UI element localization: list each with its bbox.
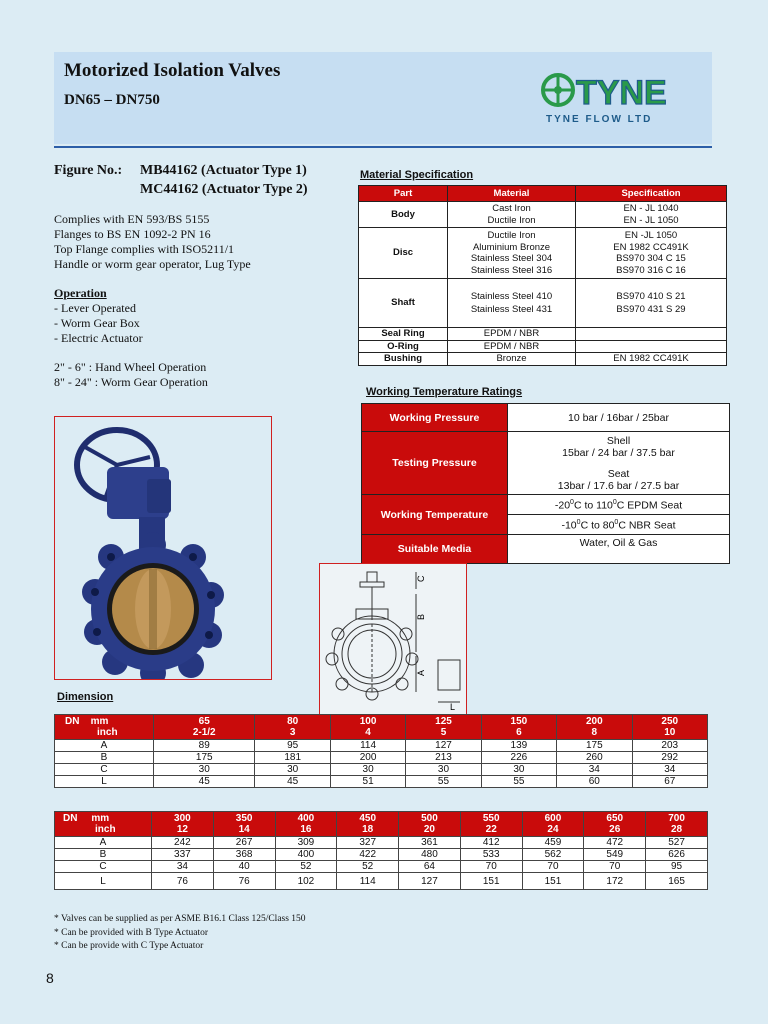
operation-item: - Worm Gear Box: [54, 316, 140, 330]
table-cell: 30: [154, 764, 255, 776]
table-cell: 165: [646, 873, 708, 890]
table-cell: 309: [275, 837, 337, 849]
size-header-cell: 500 20: [399, 812, 461, 837]
table-cell: 52: [337, 861, 399, 873]
row-label: B: [55, 752, 154, 764]
size-header-cell: 150 6: [481, 715, 556, 740]
footnote: * Can be provide with C Type Actuator: [54, 941, 204, 951]
table-row: [55, 752, 708, 764]
table-cell: 412: [460, 837, 522, 849]
page-number: 8: [46, 970, 54, 986]
logo-wordmark: TYNE: [576, 74, 667, 112]
table-row: [362, 432, 730, 495]
part-cell: Body: [359, 202, 448, 228]
footnote: * Can be provided with B Type Actuator: [54, 927, 209, 938]
table-row: [55, 849, 708, 861]
size-header-cell: 450 18: [337, 812, 399, 837]
column-header: Specification: [576, 186, 727, 202]
table-cell: 172: [584, 873, 646, 890]
material-spec-table: [358, 185, 727, 366]
header-rule: [54, 146, 712, 148]
row-label: L: [55, 776, 154, 788]
size-header-cell: 700 28: [646, 812, 708, 837]
table-cell: 213: [406, 752, 481, 764]
handwheel-icon: [543, 75, 573, 105]
size-header-cell: 300 12: [152, 812, 214, 837]
table-cell: 203: [632, 740, 708, 752]
table-cell: 89: [154, 740, 255, 752]
suitable-media-value: Water, Oil & Gas: [508, 535, 730, 564]
table-row: [55, 873, 708, 890]
table-row: [359, 279, 727, 328]
page-subtitle: DN65 – DN750: [64, 92, 160, 108]
table-cell: 242: [152, 837, 214, 849]
table-cell: 175: [557, 740, 632, 752]
table-cell: 368: [213, 849, 275, 861]
table-cell: 45: [154, 776, 255, 788]
size-header-cell: 650 26: [584, 812, 646, 837]
table-row: [55, 740, 708, 752]
material-cell: EPDM / NBR: [448, 340, 576, 353]
table-row: [362, 404, 730, 432]
table-cell: 626: [646, 849, 708, 861]
column-header: Part: [359, 186, 448, 202]
table-cell: 175: [154, 752, 255, 764]
table-cell: 422: [337, 849, 399, 861]
figure-line-2: MC44162 (Actuator Type 2): [140, 182, 308, 197]
butterfly-valve-illustration: [55, 417, 271, 679]
table-cell: 226: [481, 752, 556, 764]
spec-cell: BS970 410 S 21 BS970 431 S 29: [576, 279, 727, 328]
spec-cell: EN - JL 1040 EN - JL 1050: [576, 202, 727, 228]
table-cell: 527: [646, 837, 708, 849]
table-cell: 30: [330, 764, 405, 776]
valve-dimension-drawing: [319, 563, 467, 715]
table-cell: 30: [406, 764, 481, 776]
table-cell: 327: [337, 837, 399, 849]
dim-label-a: A: [416, 669, 426, 676]
spec-cell: EN 1982 CC491K: [576, 353, 727, 366]
operation-item: - Electric Actuator: [54, 331, 143, 345]
table-row: [362, 535, 730, 564]
dim-label-c: C: [416, 575, 426, 582]
table-cell: 30: [481, 764, 556, 776]
table-cell: 76: [213, 873, 275, 890]
spec-cell: [576, 340, 727, 353]
table-row: [55, 861, 708, 873]
table-cell: 34: [557, 764, 632, 776]
table-row: [359, 353, 727, 366]
table-cell: 151: [460, 873, 522, 890]
table-cell: 361: [399, 837, 461, 849]
table-cell: 472: [584, 837, 646, 849]
working-temperature-label: Working Temperature: [362, 495, 508, 535]
company-logo: [536, 68, 686, 116]
butterfly-valve-photo: [54, 416, 272, 680]
suitable-media-label: Suitable Media: [362, 535, 508, 564]
operation-section: [54, 286, 208, 390]
table-cell: 70: [460, 861, 522, 873]
table-cell: 127: [406, 740, 481, 752]
operation-line-2: 8" - 24" : Worm Gear Operation: [54, 375, 208, 389]
dn-header-cell: DN mm inch: [55, 812, 152, 837]
testing-pressure-label: Testing Pressure: [362, 432, 508, 495]
operation-heading: Operation: [54, 286, 107, 300]
column-header: Material: [448, 186, 576, 202]
size-header-cell: 200 8: [557, 715, 632, 740]
material-cell: Cast Iron Ductile Iron: [448, 202, 576, 228]
compliance-item: Handle or worm gear operator, Lug Type: [54, 257, 251, 271]
material-cell: EPDM / NBR: [448, 328, 576, 341]
dimension-header-row: [55, 812, 708, 837]
table-cell: 114: [330, 740, 405, 752]
table-cell: 151: [522, 873, 584, 890]
table-cell: 55: [481, 776, 556, 788]
table-cell: 267: [213, 837, 275, 849]
row-label: A: [55, 740, 154, 752]
table-cell: 114: [337, 873, 399, 890]
table-cell: 127: [399, 873, 461, 890]
table-row: [362, 495, 730, 515]
working-pressure-label: Working Pressure: [362, 404, 508, 432]
row-label: A: [55, 837, 152, 849]
dimension-table-2: [54, 811, 708, 890]
testing-pressure-value: Shell 15bar / 24 bar / 37.5 bar Seat 13bar / 17.6 bar / 27.5 bar: [508, 432, 730, 495]
table-cell: 337: [152, 849, 214, 861]
table-cell: 292: [632, 752, 708, 764]
table-cell: 102: [275, 873, 337, 890]
part-cell: Disc: [359, 228, 448, 279]
table-row: [359, 202, 727, 228]
table-row: [359, 228, 727, 279]
part-cell: Bushing: [359, 353, 448, 366]
dim-label-l: L: [450, 702, 456, 712]
table-cell: 70: [584, 861, 646, 873]
material-cell: Stainless Steel 410 Stainless Steel 431: [448, 279, 576, 328]
dimension-table-1: [54, 714, 708, 788]
table-row: [55, 764, 708, 776]
footnote: * Valves can be supplied as per ASME B16.1 Class 125/Class 150: [54, 914, 306, 924]
table-cell: 480: [399, 849, 461, 861]
dimension-heading: Dimension: [57, 691, 114, 703]
dimension-header-row: [55, 715, 708, 740]
material-cell: Ductile Iron Aluminium Bronze Stainless Steel 304 Stainless Steel 316: [448, 228, 576, 279]
table-cell: 181: [255, 752, 330, 764]
dim-label-b: B: [416, 613, 426, 620]
dn-header-cell: DN mm inch: [55, 715, 154, 740]
table-cell: 200: [330, 752, 405, 764]
row-label: L: [55, 873, 152, 890]
row-label: C: [55, 861, 152, 873]
table-cell: 76: [152, 873, 214, 890]
compliance-item: Flanges to BS EN 1092-2 PN 16: [54, 227, 211, 241]
footnotes: [54, 913, 306, 954]
table-cell: 562: [522, 849, 584, 861]
figure-label: Figure No.:: [54, 163, 123, 178]
compliance-item: Complies with EN 593/BS 5155: [54, 212, 210, 226]
table-cell: 400: [275, 849, 337, 861]
size-header-cell: 550 22: [460, 812, 522, 837]
working-temp-heading: Working Temperature Ratings: [366, 386, 523, 398]
size-header-cell: 100 4: [330, 715, 405, 740]
table-cell: 95: [255, 740, 330, 752]
table-cell: 60: [557, 776, 632, 788]
working-pressure-value: 10 bar / 16bar / 25bar: [508, 404, 730, 432]
table-cell: 55: [406, 776, 481, 788]
nbr-temp-value: $-10^0C$ to $80^0C$ NBR Seat: [508, 515, 730, 535]
table-cell: 40: [213, 861, 275, 873]
part-cell: Shaft: [359, 279, 448, 328]
size-header-cell: 125 5: [406, 715, 481, 740]
table-cell: 139: [481, 740, 556, 752]
table-row: [359, 328, 727, 341]
epdm-temp-value: $-20^0C$ to $110^0C$ EPDM Seat: [508, 495, 730, 515]
material-cell: Bronze: [448, 353, 576, 366]
operation-item: - Lever Operated: [54, 301, 136, 315]
size-header-cell: 400 16: [275, 812, 337, 837]
part-cell: Seal Ring: [359, 328, 448, 341]
table-row: [55, 837, 708, 849]
size-header-cell: 350 14: [213, 812, 275, 837]
size-header-cell: 600 24: [522, 812, 584, 837]
operation-line-1: 2" - 6" : Hand Wheel Operation: [54, 360, 207, 374]
compliance-list: [54, 212, 251, 272]
table-cell: 30: [255, 764, 330, 776]
table-cell: 45: [255, 776, 330, 788]
size-header-cell: 80 3: [255, 715, 330, 740]
table-cell: 34: [632, 764, 708, 776]
table-cell: 95: [646, 861, 708, 873]
working-temp-table: [361, 403, 730, 564]
table-cell: 459: [522, 837, 584, 849]
material-header-row: [359, 186, 727, 202]
table-cell: 52: [275, 861, 337, 873]
table-cell: 64: [399, 861, 461, 873]
dimension-drawing-svg: [320, 564, 466, 714]
table-cell: 260: [557, 752, 632, 764]
part-cell: O-Ring: [359, 340, 448, 353]
row-label: B: [55, 849, 152, 861]
table-cell: 70: [522, 861, 584, 873]
size-header-cell: 250 10: [632, 715, 708, 740]
table-cell: 549: [584, 849, 646, 861]
table-cell: 34: [152, 861, 214, 873]
figure-line-1: MB44162 (Actuator Type 1): [140, 163, 307, 178]
table-cell: 51: [330, 776, 405, 788]
logo-subtext: TYNE FLOW LTD: [546, 114, 653, 125]
compliance-item: Top Flange complies with ISO5211/1: [54, 242, 235, 256]
table-cell: 67: [632, 776, 708, 788]
table-row: [359, 340, 727, 353]
row-label: C: [55, 764, 154, 776]
table-cell: 533: [460, 849, 522, 861]
material-spec-heading: Material Specification: [360, 169, 474, 181]
size-header-cell: 65 2-1/2: [154, 715, 255, 740]
page-title: Motorized Isolation Valves: [64, 60, 281, 81]
table-row: [55, 776, 708, 788]
spec-cell: [576, 328, 727, 341]
spec-cell: EN -JL 1050 EN 1982 CC491K BS970 304 C 15 BS970 316 C 16: [576, 228, 727, 279]
